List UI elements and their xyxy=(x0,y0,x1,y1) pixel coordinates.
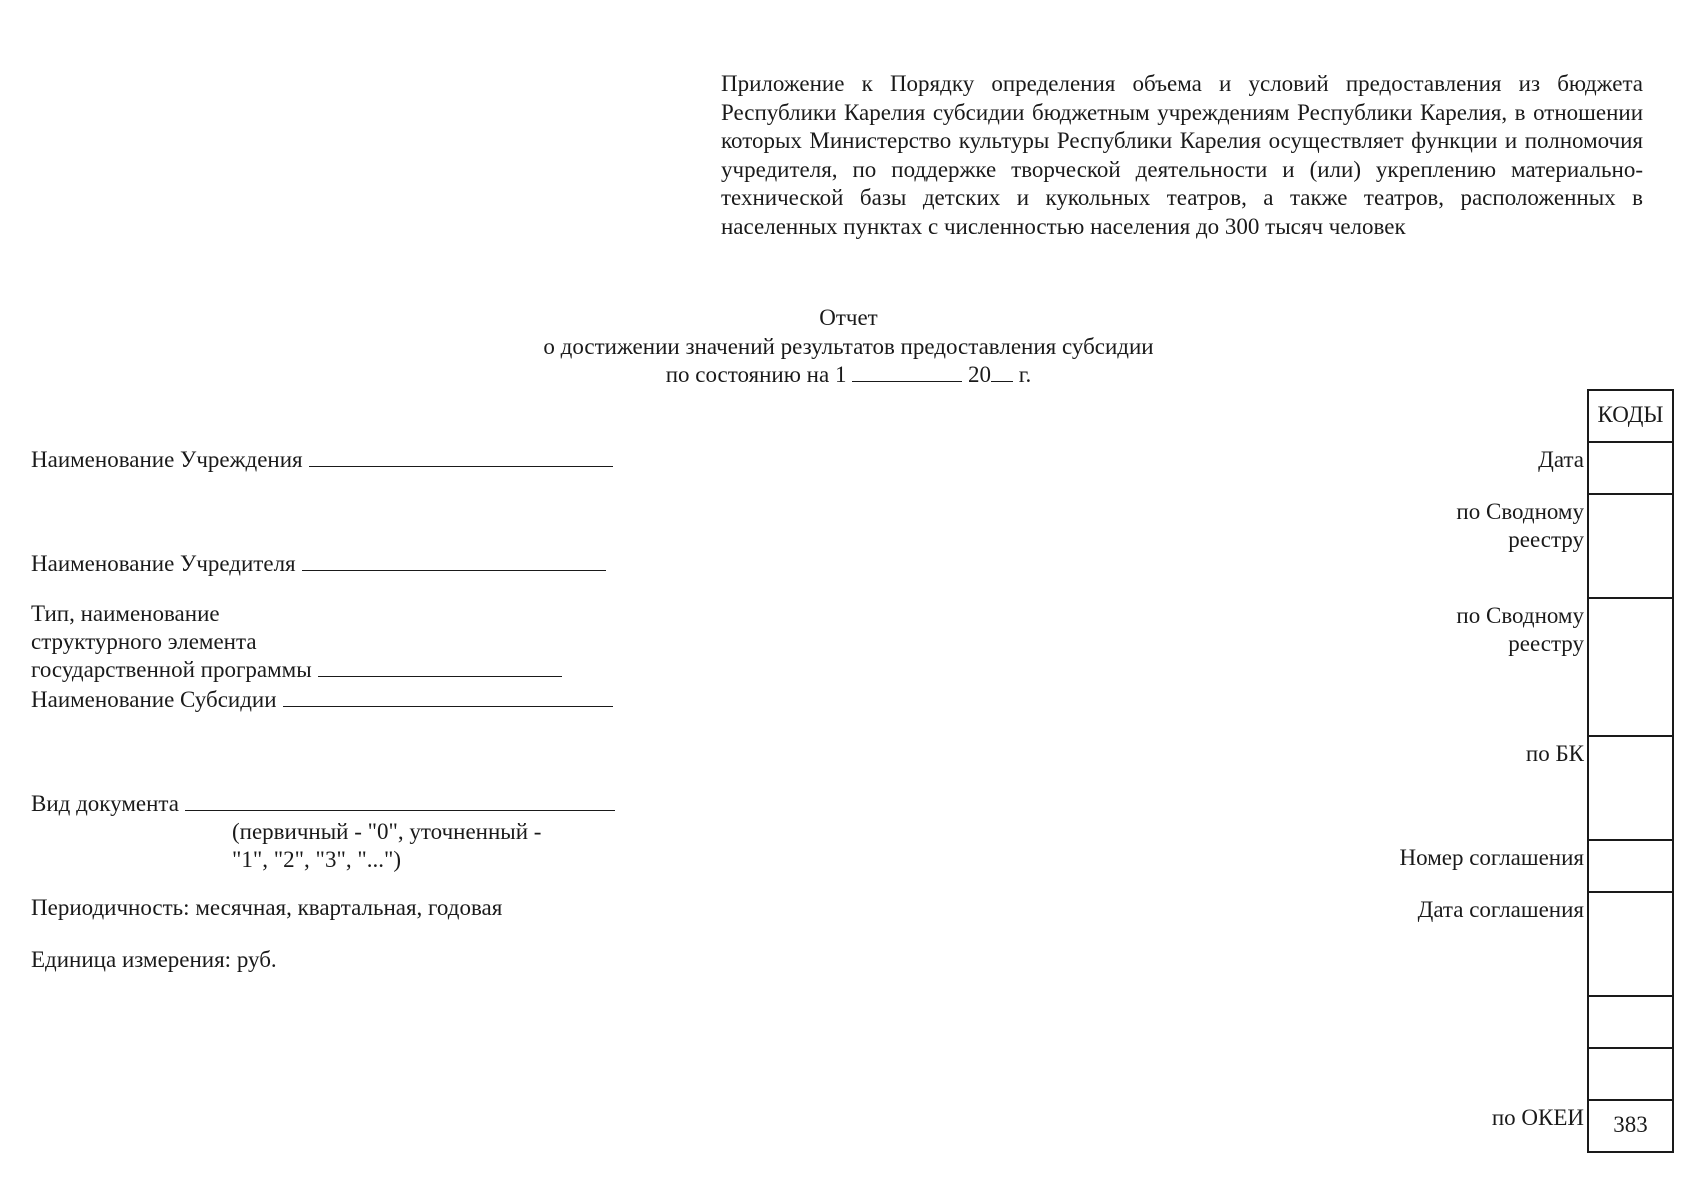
report-date-prefix: по состоянию на 1 xyxy=(665,362,847,387)
doc-type-field xyxy=(31,790,615,818)
unit-field: Единица измерения: руб. xyxy=(31,947,277,972)
subsidy-blank[interactable] xyxy=(283,686,613,707)
founder-label: Наименование Учредителя xyxy=(31,551,296,576)
doc-type-note-line1: (первичный - "0", уточненный - xyxy=(232,819,542,844)
registry-label-2-line1: по Сводному xyxy=(1456,603,1584,628)
doc-type-blank[interactable] xyxy=(185,790,615,811)
doc-type-label: Вид документа xyxy=(31,791,179,816)
report-subtitle: о достижении значений результатов предоставления субсидии xyxy=(543,333,1154,359)
code-cell-agreement-number[interactable] xyxy=(1589,841,1672,893)
code-cell-blank-1[interactable] xyxy=(1589,997,1672,1049)
code-cell-blank-2[interactable] xyxy=(1589,1049,1672,1101)
report-title-block xyxy=(0,304,1697,390)
report-date-line xyxy=(0,361,1697,390)
codes-table xyxy=(1587,389,1674,1153)
code-cell-okei[interactable]: 383 xyxy=(1613,1112,1648,1137)
periodicity-field: Периодичность: месячная, квартальная, годовая xyxy=(31,895,503,920)
okei-label: по ОКЕИ xyxy=(1491,1105,1584,1130)
report-month-blank[interactable] xyxy=(852,361,962,382)
report-title: Отчет xyxy=(819,305,878,330)
registry-label-1-line2: реестру xyxy=(1508,527,1584,552)
agreement-date-label: Дата соглашения xyxy=(1417,897,1584,922)
founder-field xyxy=(31,550,606,578)
registry-label-1 xyxy=(1456,498,1584,554)
registry-label-2 xyxy=(1456,602,1584,658)
date-label: Дата xyxy=(1538,447,1584,472)
appendix-text: Приложение к Порядку определения объема и условий предоставления из бюджета Республики Карелия субсидии бюджетным учреждениям Республики Карелия, в отношении которых Министерство культуры Республики Карелия осуществляет функции и полномочия учредителя, по поддержке творческой деятельности и (или) укреплению материально-технической базы детских и кукольных театров, а также театров, расположенных в населенных пунктах с численностью населения до 300 тысяч человек xyxy=(721,71,1643,239)
program-label-line2: структурного элемента xyxy=(31,629,257,654)
program-label-line1: Тип, наименование xyxy=(31,601,220,626)
doc-type-note xyxy=(232,818,541,874)
agreement-number-label: Номер соглашения xyxy=(1399,845,1584,870)
program-label-line3: государственной программы xyxy=(31,657,312,682)
registry-label-1-line1: по Сводному xyxy=(1456,499,1584,524)
report-year-blank[interactable] xyxy=(991,361,1013,382)
program-blank[interactable] xyxy=(318,656,562,677)
institution-field xyxy=(31,446,613,474)
code-cell-agreement-date[interactable] xyxy=(1589,893,1672,997)
codes-header: КОДЫ xyxy=(1589,391,1672,443)
program-field xyxy=(31,600,562,684)
report-year-prefix: 20 xyxy=(967,362,991,387)
subsidy-label: Наименование Субсидии xyxy=(31,687,277,712)
registry-label-2-line2: реестру xyxy=(1508,631,1584,656)
subsidy-field xyxy=(31,686,613,714)
institution-blank[interactable] xyxy=(309,446,613,467)
founder-blank[interactable] xyxy=(302,550,606,571)
institution-label: Наименование Учреждения xyxy=(31,447,303,472)
code-cell-date[interactable] xyxy=(1589,443,1672,495)
doc-type-note-line2: "1", "2", "3", "...") xyxy=(232,847,402,872)
code-cell-registry-2[interactable] xyxy=(1589,599,1672,737)
bk-label: по БК xyxy=(1525,741,1584,766)
code-cell-bk[interactable] xyxy=(1589,737,1672,841)
report-date-suffix: г. xyxy=(1018,362,1032,387)
code-cell-registry-1[interactable] xyxy=(1589,495,1672,599)
